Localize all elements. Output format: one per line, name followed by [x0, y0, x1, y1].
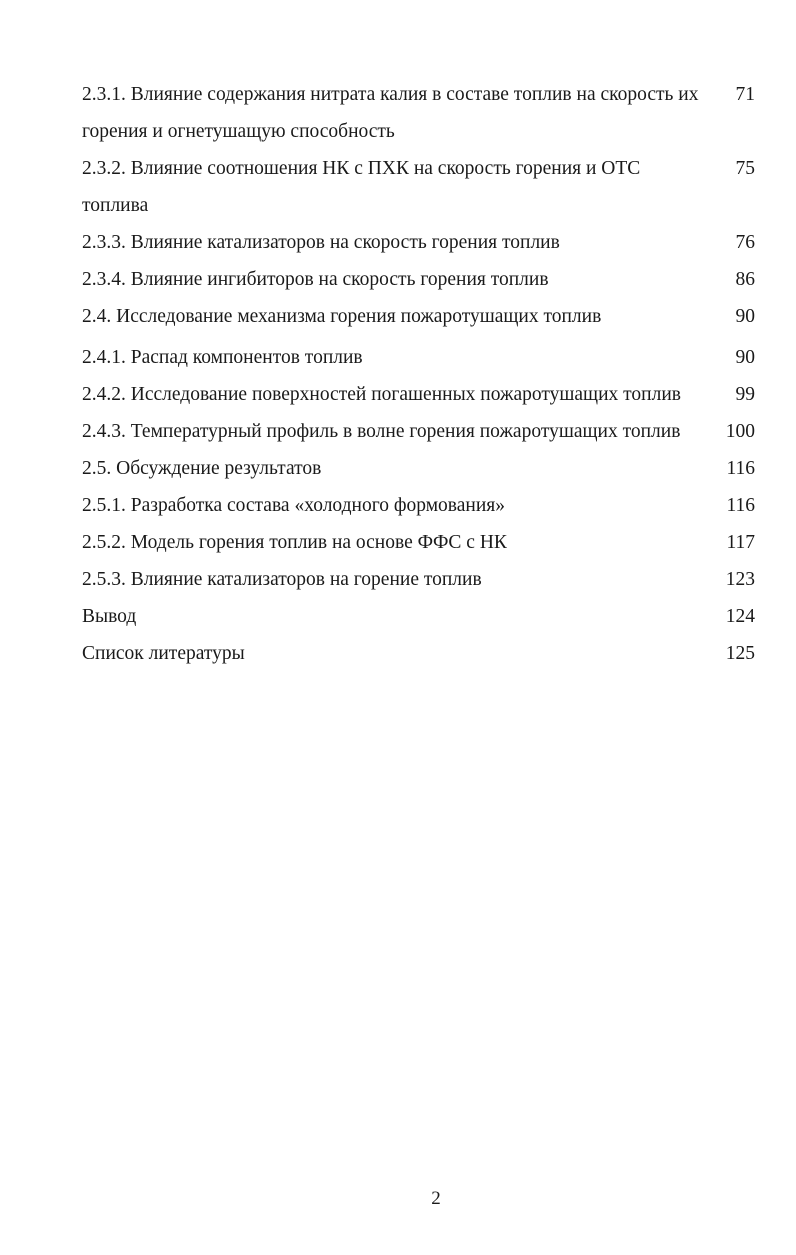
toc-entry: [82, 487, 758, 524]
toc-entry: [82, 635, 758, 672]
toc-entry: [82, 76, 758, 150]
toc-entry: [82, 339, 758, 376]
toc-entry: [82, 450, 758, 487]
toc-entry-title: 2.5.2. Модель горения топлив на основе ФФС с НК: [82, 532, 507, 553]
toc-entry-page: 125: [725, 643, 755, 664]
toc-entry-title: 2.4. Исследование механизма горения пожаротушащих топлив: [82, 306, 602, 327]
toc-entry: [82, 598, 758, 635]
toc-entry-page: 123: [725, 569, 755, 590]
toc-entry-page: 99: [735, 384, 755, 405]
toc-entry: [82, 261, 758, 298]
toc-entry-page: 100: [725, 421, 755, 442]
toc-entry-title: Список литературы: [82, 643, 245, 664]
toc-entry-title: 2.4.3. Температурный профиль в волне горения пожаротушащих топлив: [82, 421, 681, 442]
toc-entry-page: 116: [726, 458, 755, 479]
toc-entry: [82, 150, 758, 224]
toc-entry-page: 71: [735, 84, 755, 105]
toc-entry-title: 2.3.1. Влияние содержания нитрата калия в составе топлив на скорость их горения и огнетушащую способность: [82, 84, 699, 142]
toc-entry-page: 117: [726, 532, 755, 553]
toc-entry-title: 2.3.2. Влияние соотношения НК с ПХК на скорость горения и ОТС топлива: [82, 158, 641, 216]
toc-entry-page: 90: [735, 347, 755, 368]
toc-entry-page: 76: [735, 232, 755, 253]
toc-entry: [82, 561, 758, 598]
toc-entry: [82, 524, 758, 561]
toc-entry-title: 2.3.3. Влияние катализаторов на скорость горения топлив: [82, 232, 560, 253]
toc-entry: [82, 376, 758, 413]
toc-entry: [82, 298, 758, 335]
toc-entry-page: 90: [735, 306, 755, 327]
toc-entry: [82, 413, 758, 450]
toc-entry-title: 2.4.1. Распад компонентов топлив: [82, 347, 363, 368]
toc-entry-page: 116: [726, 495, 755, 516]
toc-entry-title: Вывод: [82, 606, 137, 627]
toc-entry-page: 75: [735, 158, 755, 179]
toc-entry-title: 2.4.2. Исследование поверхностей погашенных пожаротушащих топлив: [82, 384, 681, 405]
table-of-contents: [82, 76, 758, 672]
toc-entry-page: 124: [725, 606, 755, 627]
toc-entry-title: 2.5.3. Влияние катализаторов на горение топлив: [82, 569, 482, 590]
toc-entry-title: 2.3.4. Влияние ингибиторов на скорость горения топлив: [82, 269, 549, 290]
toc-entry: [82, 224, 758, 261]
toc-entry-title: 2.5.1. Разработка состава «холодного формования»: [82, 495, 505, 516]
toc-entry-page: 86: [735, 269, 755, 290]
toc-entry-title: 2.5. Обсуждение результатов: [82, 458, 322, 479]
page-number: 2: [431, 1188, 441, 1209]
